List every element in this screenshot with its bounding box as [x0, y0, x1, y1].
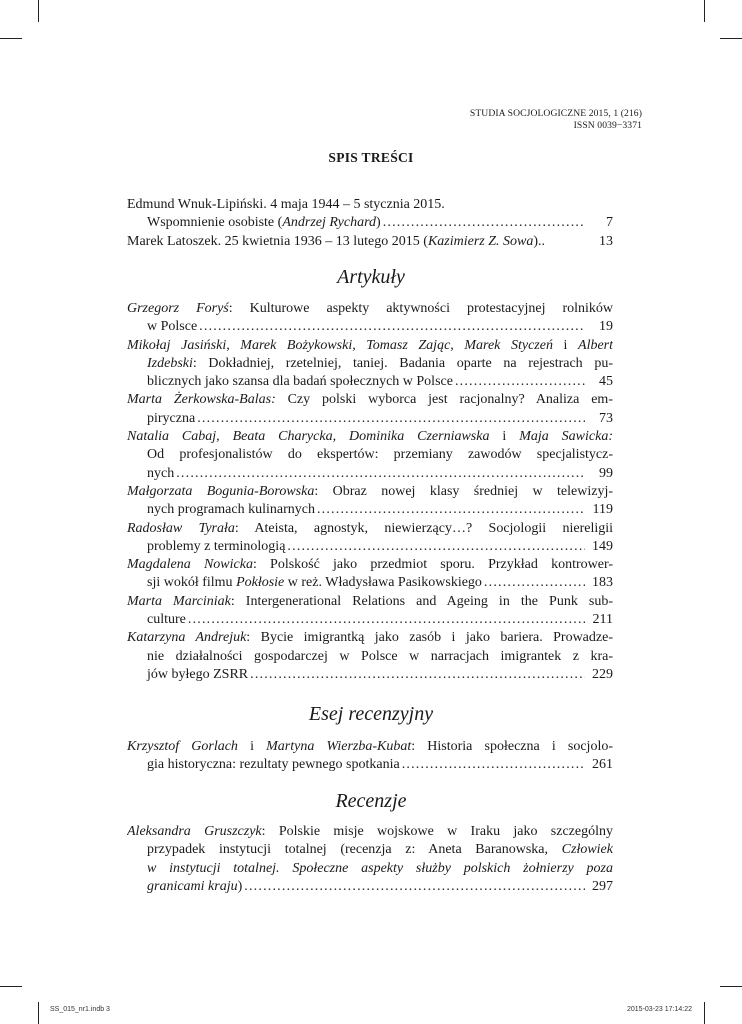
page-number: 261 — [592, 757, 613, 773]
journal-header — [470, 108, 642, 132]
toc-entry — [127, 233, 613, 251]
toc-entry-cont — [127, 214, 613, 232]
page-number: 119 — [592, 502, 613, 518]
toc-entry-cont — [127, 538, 613, 556]
entry-title: w reż. Władysława Pasikowskiego — [284, 575, 482, 591]
entry-author: Izdebski — [147, 355, 193, 371]
crop-mark — [0, 986, 22, 987]
entry-author: Maja Sawicka: — [519, 429, 613, 445]
toc-entry-cont — [127, 841, 613, 859]
entry-author: Albert — [578, 337, 613, 353]
essay-block — [127, 738, 613, 775]
book-title: granicami kraju — [147, 878, 238, 894]
crop-mark — [704, 1002, 705, 1024]
leader-dots — [197, 318, 585, 336]
entry-title: w Polsce — [147, 319, 198, 335]
footer-timestamp: 2015-03-23 17:14:22 — [627, 1006, 692, 1013]
entry-conjunction: i — [552, 337, 579, 353]
entry-author: Natalia Cabaj, Beata Charycka, Dominika Czerniawska — [127, 429, 490, 445]
toc-entry-cont — [127, 860, 613, 878]
entry-title: sji wokół filmu — [147, 575, 237, 591]
toc-entry-cont — [127, 318, 613, 336]
toc-entry — [127, 629, 613, 647]
book-title: Człowiek — [561, 842, 613, 858]
entry-title: Od profesjonalistów do ekspertów: przemiany zawodów specjalistycz- — [147, 447, 613, 463]
toc-entry-cont — [127, 355, 613, 373]
leader-dots — [195, 410, 585, 428]
crop-mark — [704, 0, 705, 22]
entry-title: : Polskie misje wojskowe w Iraku jako szczególny — [261, 824, 613, 839]
toc-entry-cont — [127, 648, 613, 666]
entry-author: Mikołaj Jasiński, Marek Bożykowski, Tomasz Zając, Marek Styczeń — [127, 337, 553, 353]
film-title: Pokłosie — [236, 575, 285, 591]
toc-entry — [127, 556, 613, 574]
page-number: 183 — [592, 575, 613, 591]
entry-title: Edmund Wnuk-Lipiński. 4 maja 1944 – 5 stycznia 2015. — [127, 197, 445, 212]
leader-dots — [453, 373, 585, 391]
entry-conjunction: i — [237, 739, 267, 754]
entry-title: jów byłego ZSRR — [147, 666, 249, 682]
toc-entry-cont — [127, 878, 613, 896]
leader-dots — [315, 501, 585, 519]
leader-dots — [242, 878, 585, 896]
journal-name: STUDIA SOCJOLOGICZNE 2015, 1 (216) — [469, 108, 642, 119]
entry-title: piryczna — [147, 410, 196, 426]
toc-entry-cont — [127, 756, 613, 774]
toc-title: SPIS TREŚCI — [328, 150, 414, 165]
toc-entry-cont — [127, 410, 613, 428]
toc-entry-cont — [127, 611, 613, 629]
section-heading-articles: Artykuły — [337, 266, 405, 288]
crop-mark — [38, 1002, 39, 1024]
entry-author: Aleksandra Gruszczyk — [127, 824, 262, 839]
entry-title: blicznych jako szansa dla badań społecznych w Polsce — [147, 374, 453, 390]
entry-title: culture — [147, 612, 186, 628]
toc-entry — [127, 196, 613, 214]
entry-title: Czy polski wyborca jest racjonalny? Analiza em- — [275, 392, 613, 408]
toc-entry — [127, 520, 613, 538]
entry-title: : Kulturowe aspekty aktywności protestacyjnej rolników — [228, 301, 613, 316]
toc-entry — [127, 391, 613, 409]
crop-mark — [38, 0, 39, 22]
crop-mark — [720, 986, 742, 987]
page-number: 73 — [599, 410, 613, 426]
leader-dots — [285, 538, 585, 556]
entry-author: Marta Żerkowska-Balas: — [127, 392, 276, 408]
footer-file: SS_015_nr1.indb 3 — [50, 1006, 110, 1013]
page-number: 211 — [592, 612, 613, 628]
articles-block — [127, 300, 613, 684]
entry-title: gia historyczna: rezultaty pewnego spotkania — [147, 757, 400, 773]
entry-author: Radosław Tyrała — [127, 520, 235, 536]
entry-title: : Dokładniej, rzetelniej, taniej. Badania oparte na rejestrach pu- — [192, 355, 613, 371]
page-number: 297 — [592, 878, 613, 894]
entry-author: Kazimierz Z. Sowa — [427, 233, 534, 249]
section-heading-reviews: Recenzje — [335, 790, 407, 812]
journal-issn: ISSN 0039−3371 — [573, 120, 642, 131]
toc-entry-cont — [127, 574, 613, 592]
leader-dots — [400, 756, 585, 774]
toc-entry-cont — [127, 501, 613, 519]
entry-author: Andrzej Rychard — [282, 215, 377, 231]
leader-dots — [482, 574, 585, 592]
toc-entry-cont — [127, 446, 613, 464]
toc-entry — [127, 823, 613, 841]
page-number: 229 — [592, 666, 613, 682]
entry-author: Krzysztof Gorlach — [127, 739, 238, 754]
entry-title: nie działalności gospodarczej w Polsce w narracjach imigrantek z kra- — [147, 648, 613, 664]
toc-entry — [127, 738, 613, 756]
leader-dots — [186, 611, 585, 629]
entry-title: ).. — [533, 233, 546, 249]
entry-title: : Bycie imigrantką jako zasób i jako bariera. Prowadze- — [246, 630, 613, 646]
page-number: 19 — [599, 319, 613, 335]
toc-entry — [127, 300, 613, 318]
entry-title: : Historia społeczna i socjolo- — [411, 739, 613, 754]
entry-title: : Ateista, agnostyk, niewierzący…? Socjologii niereligii — [234, 520, 613, 536]
entry-title: nych — [147, 465, 175, 481]
page-number: 99 — [599, 465, 613, 481]
toc-entry-cont — [127, 666, 613, 684]
page-number: 45 — [599, 374, 613, 390]
reviews-block — [127, 823, 613, 896]
crop-mark — [720, 38, 742, 39]
leader-dots — [174, 465, 585, 483]
entry-author: Marta Marciniak — [127, 593, 231, 609]
entry-title: przypadek instytucji totalnej (recenzja z: Aneta Baranowska, — [147, 842, 562, 858]
entry-title: ) — [376, 215, 381, 231]
entry-title: : Intergenerational Relations and Ageing in the Punk sub- — [230, 593, 613, 609]
entry-author: Martyna Wierzba-Kubat — [266, 739, 412, 754]
toc-entry — [127, 428, 613, 446]
leader-dots — [248, 666, 585, 684]
intro-block — [127, 196, 613, 251]
toc-entry-cont — [127, 373, 613, 391]
toc-entry-cont — [127, 465, 613, 483]
book-title: w instytucji totalnej. Społeczne aspekty służby polskich żołnierzy poza — [147, 860, 613, 876]
page-number: 13 — [599, 233, 613, 249]
toc-entry — [127, 337, 613, 355]
page-number: 149 — [592, 538, 613, 554]
entry-title: ) — [237, 878, 243, 894]
toc-entry — [127, 483, 613, 501]
entry-title: Wspomnienie osobiste ( — [147, 215, 283, 231]
entry-author: Małgorzata Bogunia-Borowska — [127, 483, 315, 499]
entry-title: Marek Latoszek. 25 kwietnia 1936 – 13 lutego 2015 ( — [127, 233, 428, 249]
entry-author: Grzegorz Foryś — [127, 301, 229, 316]
entry-title: problemy z terminologią — [147, 538, 286, 554]
page-number: 7 — [606, 215, 613, 231]
toc-entry — [127, 593, 613, 611]
leader-dots — [381, 214, 585, 232]
entry-author: Katarzyna Andrejuk — [127, 630, 247, 646]
section-heading-essay: Esej recenzyjny — [308, 703, 434, 725]
entry-title: nych programach kulinarnych — [147, 502, 315, 518]
crop-mark — [0, 38, 22, 39]
entry-author: Magdalena Nowicka — [127, 557, 253, 573]
entry-title: : Polskość jako przedmiot sporu. Przykład kontrower- — [252, 557, 613, 573]
entry-conjunction: i — [489, 429, 520, 445]
entry-title: : Obraz nowej klasy średniej w telewizyj- — [314, 483, 613, 499]
